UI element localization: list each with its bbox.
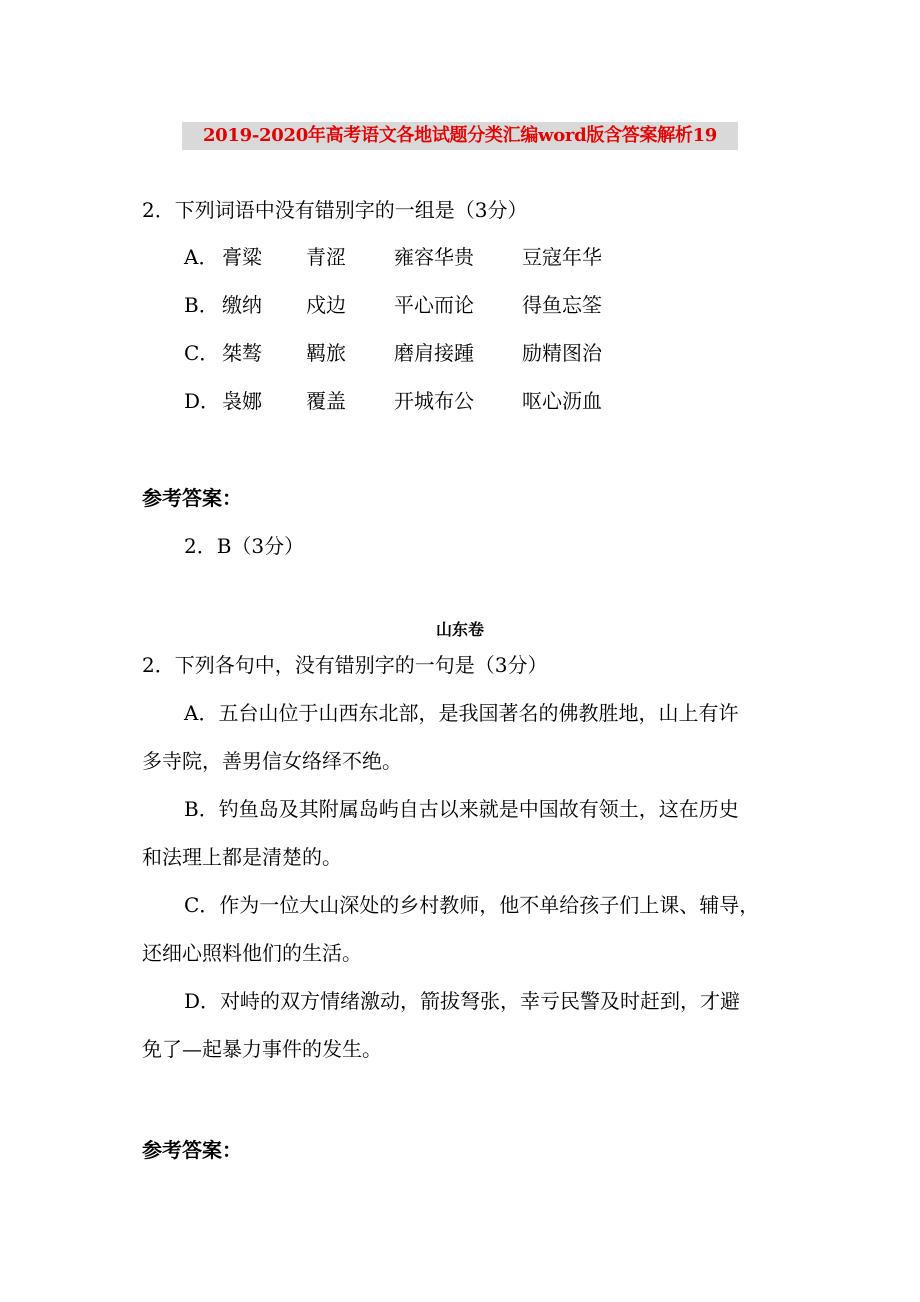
option-word: 青涩: [306, 245, 346, 269]
question-2-option-d-line2: 免了—起暴力事件的发生。: [142, 1037, 382, 1061]
option-word: 袅娜: [222, 389, 262, 413]
question-2-stem: 2．下列各句中，没有错别字的一句是（3分）: [142, 653, 548, 677]
document-title: 2019-2020年高考语文各地试题分类汇编word版含答案解析19: [182, 122, 738, 150]
option-word: 呕心沥血: [522, 389, 602, 413]
option-word: 羁旅: [306, 341, 346, 365]
question-1-answer-label: 参考答案：: [142, 486, 242, 510]
option-word: 豆寇年华: [522, 245, 602, 269]
option-letter: B．: [184, 293, 219, 317]
option-word: 雍容华贵: [394, 245, 474, 269]
option-letter: A．: [184, 245, 219, 269]
option-letter: D．: [184, 389, 221, 413]
section-title: 山东卷: [435, 620, 484, 639]
question-2-option-b-line1: B．钓鱼岛及其附属岛屿自古以来就是中国故有领土，这在历史: [184, 797, 739, 821]
question-1-answer: 2．B（3分）: [184, 534, 305, 558]
option-letter: C．: [184, 341, 220, 365]
question-2-option-c-line1: C．作为一位大山深处的乡村教师，他不单给孩子们上课、辅导，: [184, 893, 760, 917]
question-2-option-c-line2: 还细心照料他们的生活。: [142, 941, 362, 965]
option-word: 得鱼忘筌: [522, 293, 602, 317]
option-word: 膏粱: [222, 245, 262, 269]
question-2-option-a-line1: A．五台山位于山西东北部，是我国著名的佛教胜地，山上有许: [184, 701, 739, 725]
question-2-option-d-line1: D．对峙的双方情绪激动，箭拔弩张，幸亏民警及时赶到，才避: [184, 989, 741, 1013]
option-word: 戍边: [306, 293, 346, 317]
option-word: 缴纳: [222, 293, 262, 317]
question-2-option-b-line2: 和法理上都是清楚的。: [142, 845, 342, 869]
option-word: 桀骜: [222, 341, 262, 365]
option-word: 覆盖: [306, 389, 346, 413]
option-word: 励精图治: [522, 341, 602, 365]
question-2-answer-label: 参考答案：: [142, 1138, 242, 1162]
question-1-stem: 2．下列词语中没有错别字的一组是（3分）: [142, 198, 528, 222]
option-word: 开城布公: [394, 389, 474, 413]
question-2-option-a-line2: 多寺院，善男信女络绎不绝。: [142, 749, 402, 773]
option-word: 磨肩接踵: [394, 341, 474, 365]
option-word: 平心而论: [394, 293, 474, 317]
